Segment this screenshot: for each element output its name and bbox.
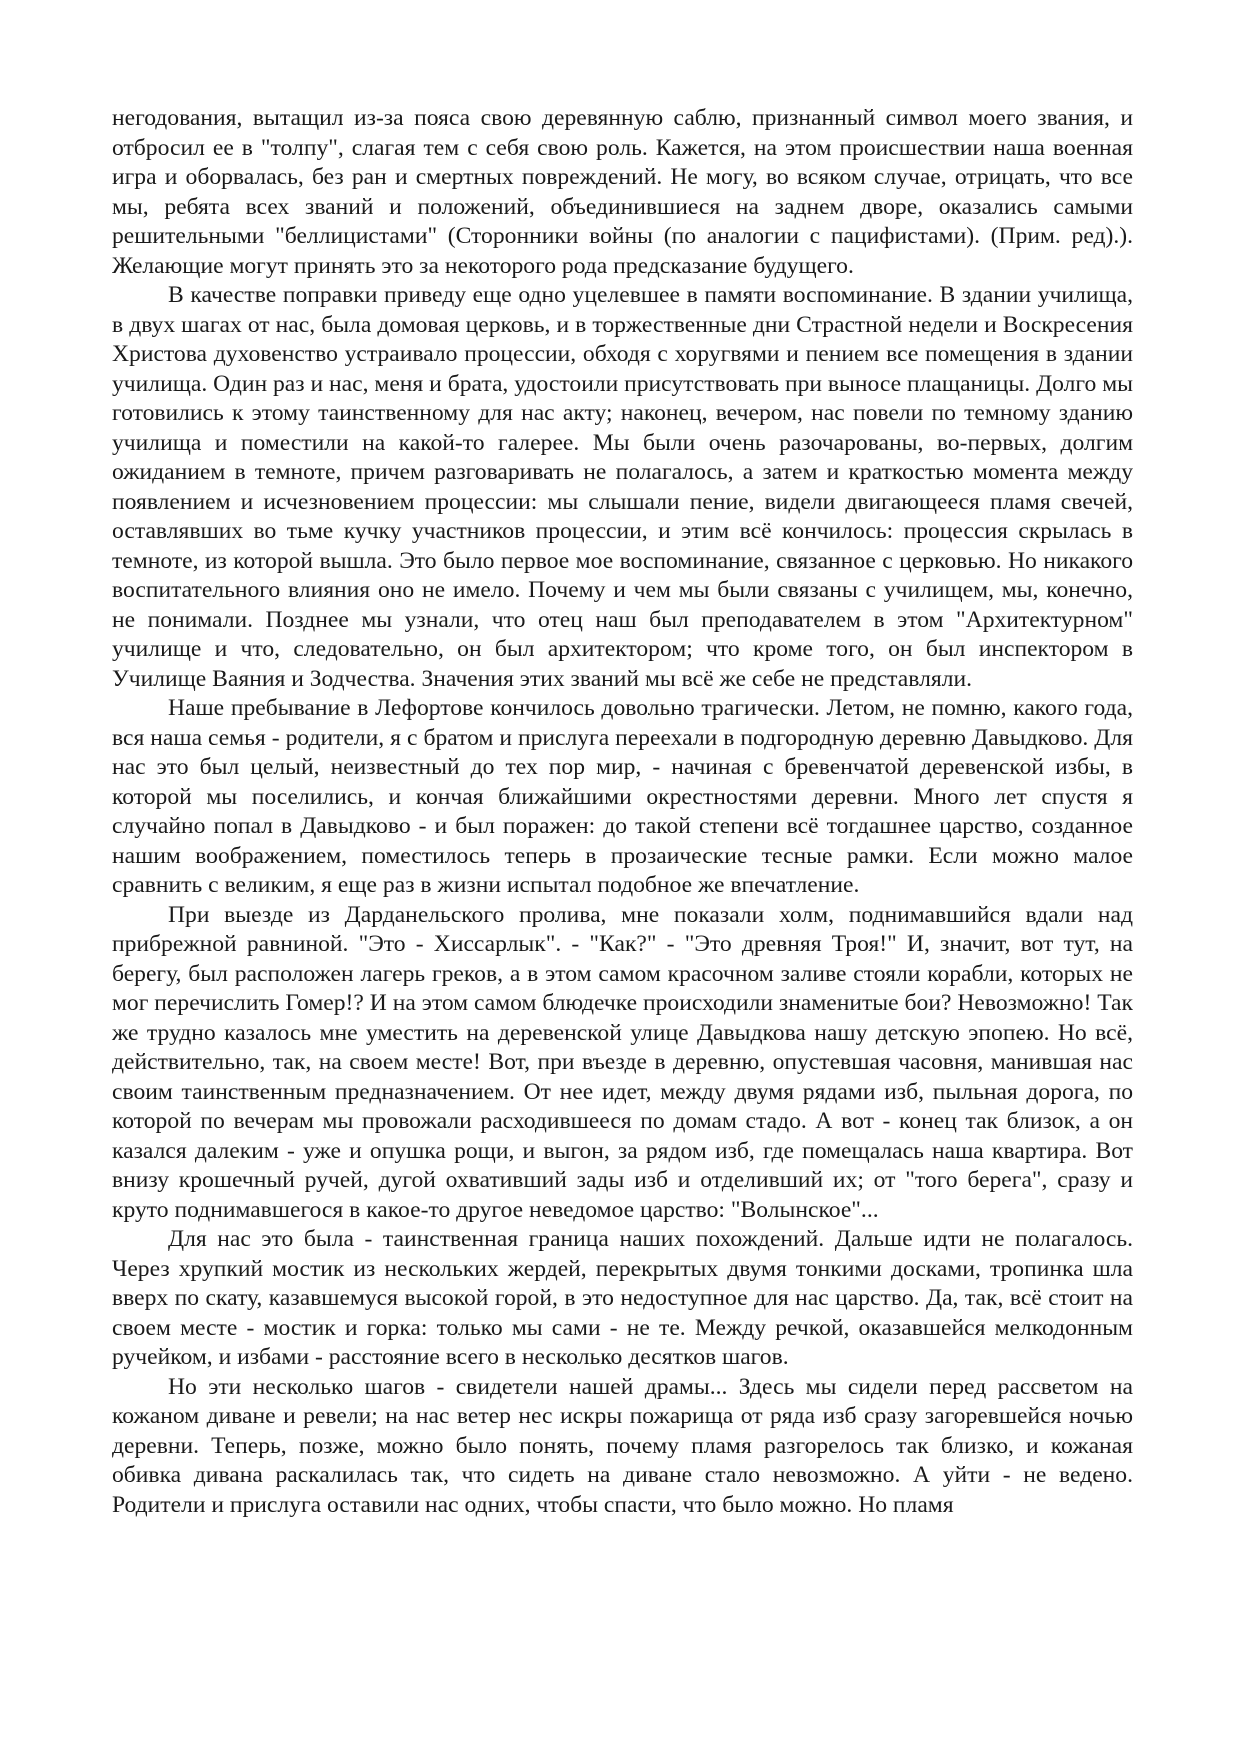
document-page <box>112 104 1133 1520</box>
paragraph-2: В качестве поправки приведу еще одно уцелевшее в памяти воспоминание. В здании училища, в двух шагах от нас, была домовая церковь, и в торжественные дни Страстной недели и Воскресения Христова духовенство устраивало процессии, обходя с хоругвями и пением все помещения в здании училища. Один раз и нас, меня и брата, удостоили присутствовать при выносе плащаницы. Долго мы готовились к этому таинственному для нас акту; наконец, вечером, нас повели по темному зданию училища и поместили на какой-то галерее. Мы были очень разочарованы, во-первых, долгим ожиданием в темноте, причем разговаривать не полагалось, а затем и краткостью момента между появлением и исчезновением процессии: мы слышали пение, видели двигающееся пламя свечей, оставлявших во тьме кучку участников процессии, и этим всё кончилось: процессия скрылась в темноте, из которой вышла. Это было первое мое воспоминание, связанное с церковью. Но никакого воспитательного влияния оно не имело. Почему и чем мы были связаны с училищем, мы, конечно, не понимали. Позднее мы узнали, что отец наш был преподавателем в этом "Архитектурном" училище и что, следовательно, он был архитектором; что кроме того, он был инспектором в Училище Ваяния и Зодчества. Значения этих званий мы всё же себе не представляли. <box>112 282 1133 692</box>
paragraph-3: Наше пребывание в Лефортове кончилось довольно трагически. Летом, не помню, какого года, вся наша семья - родители, я с братом и прислуга переехали в подгородную деревню Давыдково. Для нас это был целый, неизвестный до тех пор мир, - начиная с бревенчатой деревенской избы, в которой мы поселились, и кончая ближайшими окрестностями деревни. Много лет спустя я случайно попал в Давыдково - и был поражен: до такой степени всё тогдашнее царство, созданное нашим воображением, поместилось теперь в прозаические тесные рамки. Если можно малое сравнить с великим, я еще раз в жизни испытал подобное же впечатление. <box>112 695 1133 898</box>
paragraph-4: При выезде из Дарданельского пролива, мне показали холм, поднимавшийся вдали над прибрежной равниной. "Это - Хиссарлык". - "Как?" - "Это древняя Троя!" И, значит, вот тут, на берегу, был расположен лагерь греков, а в этом самом красочном заливе стояли корабли, которых не мог перечислить Гомер!? И на этом самом блюдечке происходили знаменитые бои? Невозможно! Так же трудно казалось мне уместить на деревенской улице Давыдкова нашу детскую эпопею. Но всё, действительно, так, на своем месте! Вот, при въезде в деревню, опустевшая часовня, манившая нас своим таинственным предназначением. От нее идет, между двумя рядами изб, пыльная дорога, по которой по вечерам мы провожали расходившееся по домам стадо. А вот - конец так близок, а он казался далеким - уже и опушка рощи, и выгон, за рядом изб, где помещалась наша квартира. Вот внизу крошечный ручей, дугой охвативший зады изб и отделивший их; от "того берега", сразу и круто поднимавшегося в какое-то другое неведомое царство: "Волынское"... <box>112 901 1133 1223</box>
paragraph-5: Для нас это была - таинственная граница наших похождений. Дальше идти не полагалось. Через хрупкий мостик из нескольких жердей, перекрытых двумя тонкими досками, тропинка шла вверх по скату, казавшемуся высокой горой, в это недоступное для нас царство. Да, так, всё стоит на своем месте - мостик и горка: только мы сами - не те. Между речкой, оказавшейся мелкодонным ручейком, и избами - расстояние всего в несколько десятков шагов. <box>112 1226 1133 1370</box>
paragraph-6: Но эти несколько шагов - свидетели нашей драмы... Здесь мы сидели перед рассветом на кожаном диване и ревели; на нас ветер нес искры пожарища от ряда изб сразу загоревшейся ночью деревни. Теперь, позже, можно было понять, почему пламя разгорелось так близко, и кожаная обивка дивана раскалилась так, что сидеть на диване стало невозможно. А уйти - не ведено. Родители и прислуга оставили нас одних, чтобы спасти, что было можно. Но пламя <box>112 1373 1133 1518</box>
paragraph-1: негодования, вытащил из-за пояса свою деревянную саблю, признанный символ моего звания, и отбросил ее в "толпу", слагая тем с себя свою роль. Кажется, на этом происшествии наша военная игра и оборвалась, без ран и смертных повреждений. Не могу, во всяком случае, отрицать, что все мы, ребята всех званий и положений, объединившиеся на заднем дворе, оказались самыми решительными "беллицистами" (Сторонники войны (по аналогии с пацифистами). (Прим. ред).). Желающие могут принять это за некоторого рода предсказание будущего. <box>112 105 1133 279</box>
